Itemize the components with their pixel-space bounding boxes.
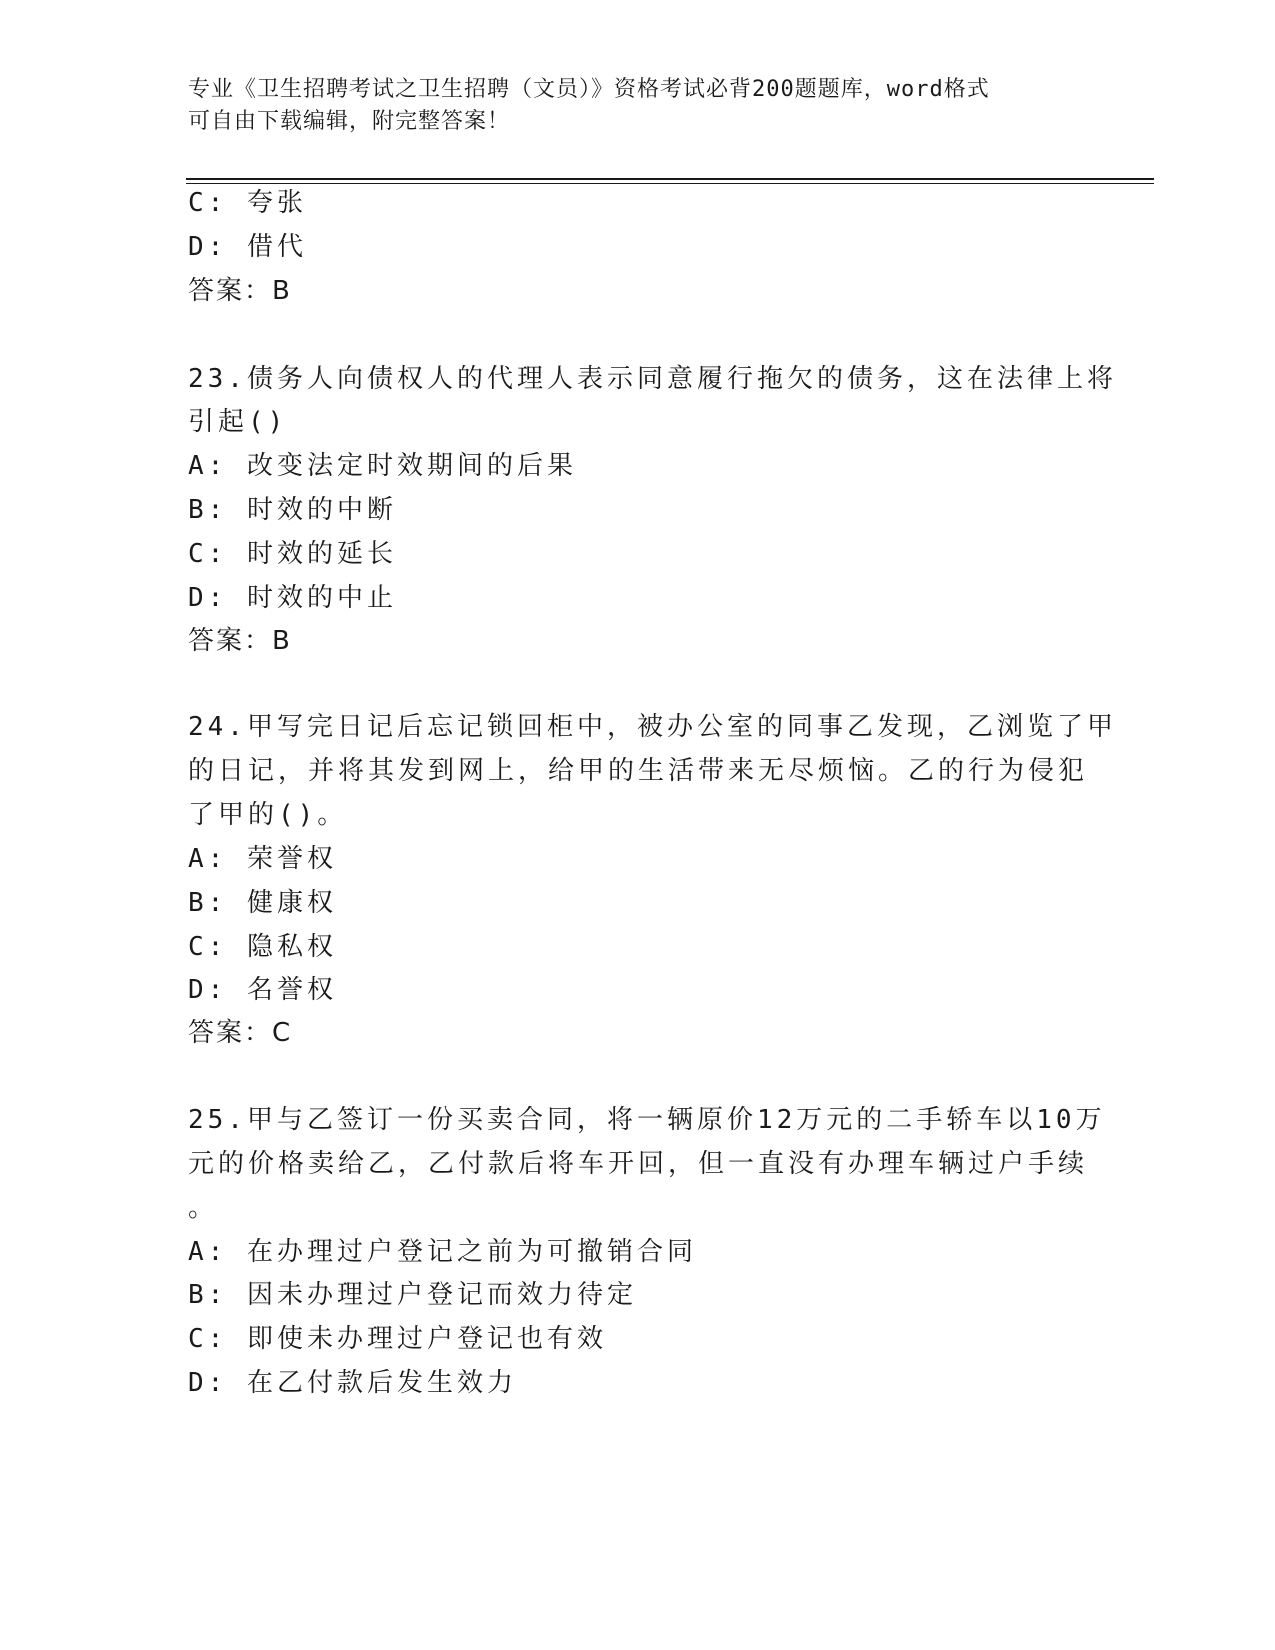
q22-answer: 答案：B — [188, 276, 292, 306]
q23-option-d: D: 时效的中止 — [188, 583, 397, 613]
q24-option-b: B: 健康权 — [188, 888, 337, 918]
q24-option-a: A: 荣誉权 — [188, 844, 337, 874]
q23-option-a: A: 改变法定时效期间的后果 — [188, 451, 577, 481]
q25-stem-line-1: 25.甲与乙签订一份买卖合同，将一辆原价12万元的二手轿车以10万 — [188, 1105, 1106, 1135]
q23-stem-line-1: 23.债务人向债权人的代理人表示同意履行拖欠的债务，这在法律上将 — [188, 364, 1117, 394]
q23-stem-line-2: 引起() — [188, 407, 288, 437]
q24-stem-line-2: 的日记，并将其发到网上，给甲的生活带来无尽烦恼。乙的行为侵犯 — [188, 756, 1089, 786]
q25-option-b: B: 因未办理过户登记而效力待定 — [188, 1280, 637, 1310]
q23-answer: 答案：B — [188, 626, 292, 656]
q25-option-a: A: 在办理过户登记之前为可撤销合同 — [188, 1237, 697, 1267]
q25-stem-line-3: 。 — [188, 1193, 219, 1223]
q22-option-d: D: 借代 — [188, 232, 307, 262]
q25-option-d: D: 在乙付款后发生效力 — [188, 1368, 517, 1398]
q24-stem-line-1: 24.甲写完日记后忘记锁回柜中，被办公室的同事乙发现，乙浏览了甲 — [188, 712, 1117, 742]
q24-option-c: C: 隐私权 — [188, 932, 337, 962]
header-rule-thick — [186, 178, 1154, 180]
q25-option-c: C: 即使未办理过户登记也有效 — [188, 1324, 607, 1354]
q23-option-b: B: 时效的中断 — [188, 495, 397, 525]
q23-option-c: C: 时效的延长 — [188, 539, 397, 569]
q22-option-c: C: 夸张 — [188, 188, 307, 218]
q24-option-d: D: 名誉权 — [188, 975, 337, 1005]
header-rule-thin — [186, 183, 1154, 184]
header-line-2: 可自由下载编辑，附完整答案！ — [188, 109, 511, 134]
q24-answer: 答案：C — [188, 1018, 293, 1048]
document-header — [188, 74, 1068, 138]
header-line-1: 专业《卫生招聘考试之卫生招聘（文员）》资格考试必背200题题库，word格式 — [188, 77, 990, 102]
q24-stem-line-3: 了甲的()。 — [188, 800, 348, 830]
q25-stem-line-2: 元的价格卖给乙，乙付款后将车开回，但一直没有办理车辆过户手续 — [188, 1149, 1089, 1179]
